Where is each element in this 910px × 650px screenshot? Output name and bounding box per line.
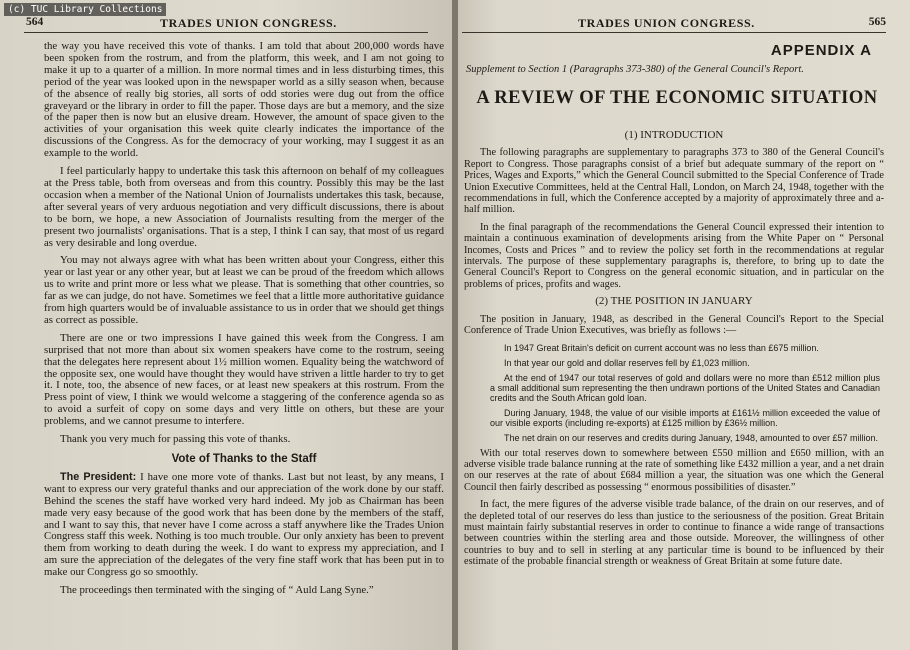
left-paragraph-3: You may not always agree with what has been written about your Congress, either this year or last year or any other year, but at least we can be proud of the freedom which allows us to write and print more or less what we please. That is something that other countries, so far as we can judge, do not have. Sometimes we feel that a little more authoritative guidance from high quarters would be of invaluable assistance to us in order that we should get things as correct as possible. xyxy=(44,254,444,326)
right-running-head: TRADES UNION CONGRESS. xyxy=(578,16,755,30)
introduction-heading: (1) INTRODUCTION xyxy=(624,129,724,141)
quoted-item xyxy=(464,433,884,443)
section-title-vote-of-thanks: Vote of Thanks to the Staff xyxy=(171,453,317,465)
intro-paragraph-2: In the final paragraph of the recommendations the General Council expressed their intention to maintain a continuous examination of developments arising from the White Paper on “ Personal Incomes, Costs and Prices ” and to review the policy set forth in the recommendations at regular intervals. The purpose of these supplementary paragraphs is, therefore, to bring up to date the General Council's Report to Congress on the general economic situation, and in particular on the problems of prices, profits and wages. xyxy=(464,221,884,290)
left-paragraph-5: Thank you very much for passing this vote of thanks. xyxy=(60,433,291,446)
intro-paragraph-1: The following paragraphs are supplementary to paragraphs 373 to 380 of the General Council's Report to Congress. Those paragraphs consist of a brief but adequate summary of the report on “ Prices, Wages and Exports,” which the General Council submitted to the Special Conference of Trade Union Executive Committees, held at the Central Hall, London, on March 24, 1948, together with the recommendations in full, which the Conference accepted by a majority of approximately three and a-half million. xyxy=(464,147,884,216)
quoted-text: In 1947 Great Britain's deficit on current account was no less than £675 million. xyxy=(504,342,819,353)
left-body xyxy=(44,41,444,603)
after-paragraph-2: In fact, the mere figures of the adverse visible trade balance, of the drain on our reserves, and of the depleted total of our reserves do less than justice to the seriousness of the position. Great Britain must maintain fairly substantial reserves in order to continue to finance a wide range of transactions between countries within the sterling area and those outside. Moreover, the willingness of other countries to buy and to sell in sterling at any particular time is bound to be influenced by their estimate of the probable financial strength or weakness of Great Britain at some future date. xyxy=(464,499,884,568)
january-intro: The position in January, 1948, as described in the General Council's Report to the Special Conference of Trade Union Executives, was briefly as follows :— xyxy=(464,313,884,337)
right-page-number: 565 xyxy=(868,16,886,28)
quoted-text: At the end of 1947 our total reserves of gold and dollars were no more than £512 million plus a small additional sum representing the then undrawn portions of the United States and Canadian credits and the South African gold loan. xyxy=(490,372,880,403)
speaker-label: The President: xyxy=(60,470,137,483)
right-header-rule xyxy=(462,32,886,33)
january-heading: (2) THE POSITION IN JANUARY xyxy=(595,295,753,308)
appendix-label: APPENDIX A xyxy=(770,42,872,59)
collection-watermark: (c) TUC Library Collections xyxy=(4,3,166,16)
after-paragraph-1: With our total reserves down to somewhere between £550 million and £650 million, with an adverse visible trade balance running at the rate of something like £432 million a year, and a net drain on our reserves at the rate of about £684 million a year, the situation was one which the General Council then fairly described as possessing “ enormous possibilities of disaster.” xyxy=(464,447,884,493)
quoted-text: The net drain on our reserves and credits during January, 1948, amounted to over £57 million. xyxy=(504,432,879,443)
quoted-item xyxy=(464,373,884,403)
review-title: A REVIEW OF THE ECONOMIC SITUATION xyxy=(476,88,878,108)
left-paragraph-1: the way you have received this vote of thanks. I am told that about 200,000 words have been spoken from the rostrum, and from the platform, this week, and I am not going to make it up to a quarter of a million. In more normal times and in less disturbing times, this period of the year was looked upon in the newspaper world as a silly season when, because of the absence of really big stories, all sorts of odd stories were dug out from the office graveyard or the library in order to fill the paper. Those days are but a memory, and the size of the paper then is now but an elusive dream. However, the amount of space given to the activities of your organisation this week quite clearly indicates the importance of the discussions of the Congress. As for the democracy of your working, may I suggest it as an example to the world. xyxy=(44,40,444,160)
left-paragraph-2: I feel particularly happy to undertake this task this afternoon on behalf of my colleagues at the Press table, both from overseas and from this country. Possibly this may be the last occasion when a member of the National Union of Journalists undertakes this task, because, after several years of very arduous negotiation and very difficult discussions, there is about to be born, we hope, a new Association of Journalists resulting from the merger of the present two journalists' organisations. That is a step, I think I can say, that most of us regard as very desirable and long overdue. xyxy=(44,165,444,249)
quoted-item xyxy=(464,408,884,428)
president-speech: I have one more vote of thanks. Last but not least, by any means, I want to express our very grateful thanks and our appreciation of the work done by our staff. Behind the scenes the staff have worked very hard indeed. My job as Chairman has been made very easy because of the good work that has been done by the members of the staff, and I want to say this, that never have I come across a staff anywhere like the Trades Union Congress staff this week. Nothing is too much trouble. Our only anxiety has been to prevent them from working to death during the week. I do want to express my appreciation, and I am sure the appreciation of the delegates of the very fine staff work that has been put in to make our Congress go so smoothly. xyxy=(44,470,444,579)
closing-paragraph: The proceedings then terminated with the singing of “ Auld Lang Syne.” xyxy=(60,584,374,597)
left-header-rule xyxy=(24,32,428,33)
quoted-text: In that year our gold and dollar reserves fell by £1,023 million. xyxy=(504,357,750,368)
quoted-text: During January, 1948, the value of our visible imports at £161½ million exceeded the value of our visible exports (including re-exports) at £125 million by £36½ million. xyxy=(490,407,880,428)
left-paragraph-4: There are one or two impressions I have gained this week from the Congress. I am surprised that not more than about six women speakers have come to the rostrum, seeing that the delegates here represent about 1½ million women. Equality being the watchword of the opposite sex, one would have thought they would have striven a little harder to try to get it. I note, too, the absence of new faces, or at least new speakers at this rostrum. From the Press point of view, I think we would welcome a staggering of the conference agenda so as to avoid a surfeit of copy on some days and very little on others, but these are your problems, and we cannot presume to interfere. xyxy=(44,331,444,428)
president-paragraph xyxy=(44,472,444,579)
left-page xyxy=(0,0,452,650)
supplement-note: Supplement to Section 1 (Paragraphs 373-380) of the General Council's Report. xyxy=(466,64,804,75)
left-page-number: 564 xyxy=(26,16,44,28)
quoted-item xyxy=(464,343,884,353)
quoted-item xyxy=(464,358,884,368)
right-body xyxy=(464,126,884,574)
right-page xyxy=(452,0,910,650)
book-gutter xyxy=(452,0,458,650)
left-running-head: TRADES UNION CONGRESS. xyxy=(160,16,337,30)
